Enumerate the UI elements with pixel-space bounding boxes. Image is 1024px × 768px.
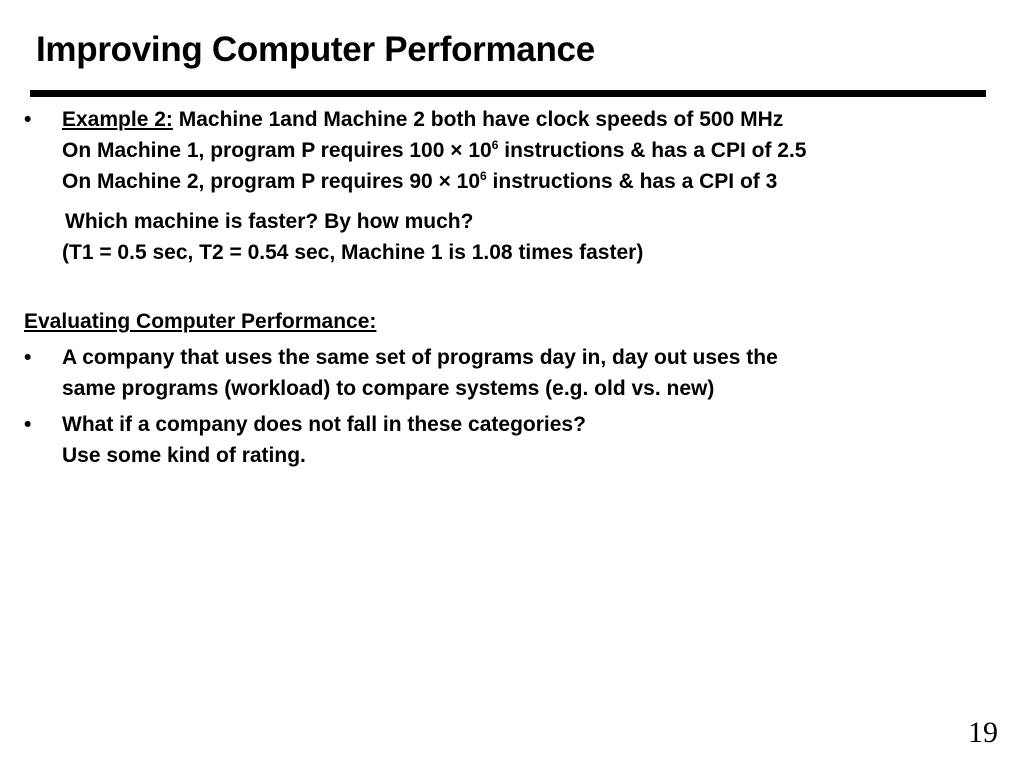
bullet-2-line-1: What if a company does not fall in these categories? (62, 413, 586, 436)
example-line-3-prefix: On Machine 2, program P requires 90 × 10 (62, 170, 481, 193)
slide-body (24, 104, 994, 471)
bullet-2-line-2: Use some kind of rating. (62, 444, 306, 467)
section-heading: Evaluating Computer Performance: (24, 310, 377, 333)
bullet-1-line-2: same programs (workload) to compare systems (e.g. old vs. new) (62, 377, 715, 400)
example-line-2-prefix: On Machine 1, program P requires 100 × 10 (62, 139, 492, 162)
title-divider (30, 90, 986, 97)
bullet-dot: • (24, 413, 32, 436)
example-question: Which machine is faster? By how much? (65, 210, 474, 233)
evaluating-bullet-item (24, 342, 994, 404)
example-answer: (T1 = 0.5 sec, T2 = 0.54 sec, Machine 1 is 1.08 times faster) (62, 241, 644, 264)
example-line-1 (62, 104, 994, 135)
slide-title: Improving Computer Performance (36, 30, 595, 69)
evaluating-bullet-item (24, 409, 994, 471)
exponent: 6 (491, 138, 499, 152)
bullet-dot: • (24, 108, 32, 131)
example-line-2-suffix: instructions & has a CPI of 2.5 (498, 139, 807, 162)
example-label: Example 2: (62, 108, 173, 131)
example-line-2 (62, 135, 994, 166)
bullet-dot: • (24, 346, 32, 369)
bullet-1-line-1: A company that uses the same set of programs day in, day out uses the (62, 346, 778, 369)
example-line-1-text: Machine 1and Machine 2 both have clock speeds of 500 MHz (172, 108, 784, 131)
page-number: 19 (968, 716, 998, 749)
example-line-3-suffix: instructions & has a CPI of 3 (486, 170, 778, 193)
example-line-3 (62, 166, 994, 197)
example-bullet-item (24, 104, 994, 197)
exponent: 6 (480, 169, 487, 183)
